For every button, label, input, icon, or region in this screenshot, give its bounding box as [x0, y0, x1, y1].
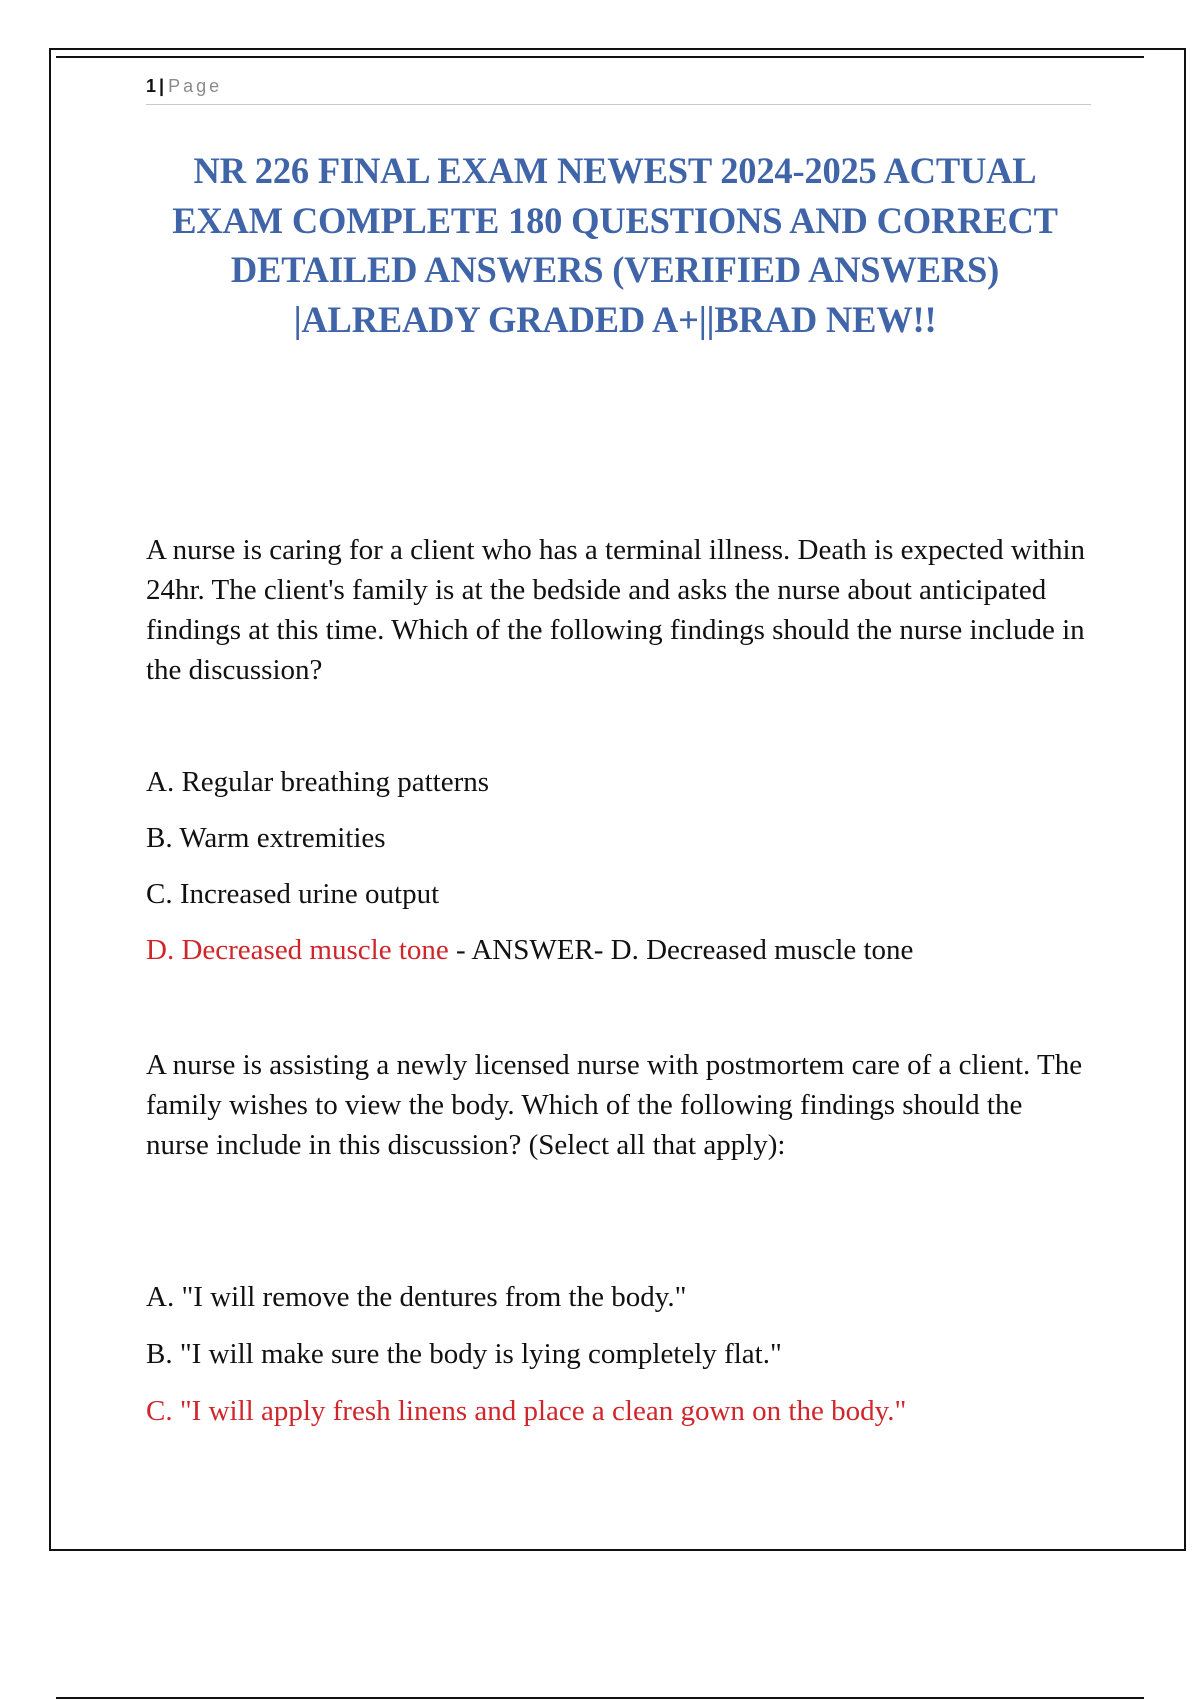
next-page-top-rule	[56, 1697, 1144, 1699]
question-1-text: A nurse is caring for a client who has a terminal illness. Death is expected within 24hr. The client's family is at the bedside and asks the nurse about anticipated findings at this time. Which of the following findings should the nurse include in the discussion?	[146, 534, 1086, 686]
question-1-option-b: B. Warm extremities	[146, 822, 386, 854]
question-1-option-d-line	[146, 930, 1086, 970]
page-number: 1	[146, 76, 157, 96]
question-2-option-a: A. "I will remove the dentures from the body."	[146, 1281, 687, 1313]
page-header	[146, 74, 1091, 105]
page-label: Page	[168, 76, 223, 96]
question-1-option-d: D. Decreased muscle tone	[146, 934, 449, 966]
question-2-option-c: C. "I will apply fresh linens and place a clean gown on the body."	[146, 1395, 907, 1427]
document-title: NR 226 FINAL EXAM NEWEST 2024-2025 ACTUAL EXAM COMPLETE 180 QUESTIONS AND CORRECT DETAILED ANSWERS (VERIFIED ANSWERS) |ALREADY GRADED A+||BRAD NEW!!	[172, 150, 1058, 340]
question-2-text: A nurse is assisting a newly licensed nurse with postmortem care of a client. The family wishes to view the body. Which of the following findings should the nurse include in this discussion? (Select all that apply):	[146, 1049, 1083, 1161]
page-separator: |	[159, 76, 165, 96]
question-1-answer: - ANSWER- D. Decreased muscle tone	[448, 934, 914, 966]
top-rule	[56, 56, 1144, 58]
question-1-option-c: C. Increased urine output	[146, 878, 440, 910]
question-2-option-b: B. "I will make sure the body is lying completely flat."	[146, 1338, 782, 1370]
question-1-option-a: A. Regular breathing patterns	[146, 766, 490, 798]
